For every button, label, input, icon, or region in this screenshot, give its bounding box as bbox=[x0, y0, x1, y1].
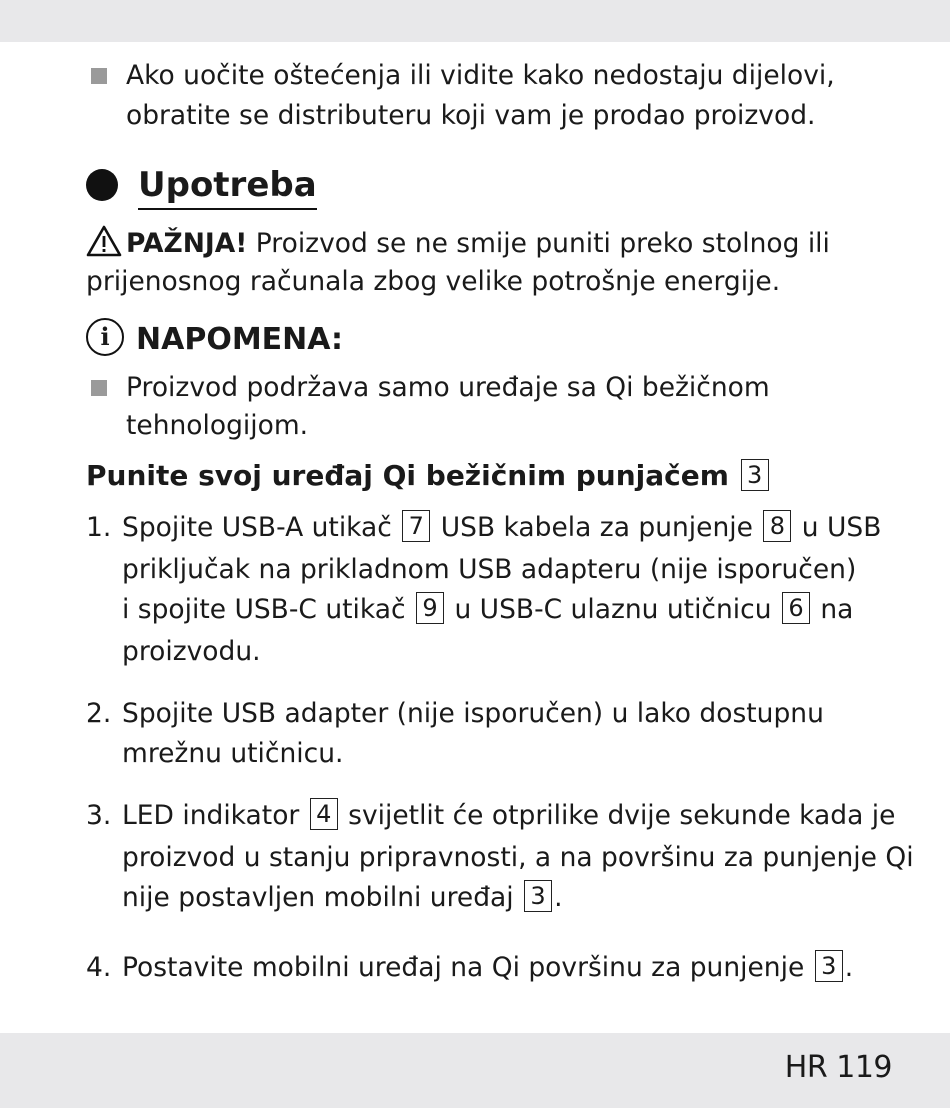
note-line-2: tehnologijom. bbox=[126, 410, 309, 441]
subheading-text: Punite svoj uređaj Qi bežičnim punjačem bbox=[86, 459, 729, 492]
reference-box: 3 bbox=[815, 950, 843, 982]
step-number: 2. bbox=[86, 698, 112, 729]
reference-box: 4 bbox=[310, 798, 338, 830]
step3-text: nije postavljen mobilni uređaj bbox=[122, 882, 523, 913]
step-number: 3. bbox=[86, 800, 112, 831]
step1-line-1 bbox=[122, 508, 881, 548]
reference-box: 6 bbox=[782, 592, 810, 624]
step1-line-4: proizvodu. bbox=[122, 636, 261, 667]
step4-text: . bbox=[844, 952, 854, 983]
section-bullet bbox=[86, 169, 118, 201]
step3-text: . bbox=[554, 882, 563, 913]
reference-box: 8 bbox=[763, 510, 791, 542]
subheading bbox=[86, 456, 771, 496]
step-number: 4. bbox=[86, 952, 112, 983]
section-title: Upotreba bbox=[138, 162, 317, 210]
step-number: 1. bbox=[86, 512, 112, 543]
note-line-1: Proizvod podržava samo uređaje sa Qi bežičnom bbox=[126, 372, 770, 403]
step2-line-1: Spojite USB adapter (nije isporučen) u lako dostupnu bbox=[122, 698, 824, 729]
bullet-square bbox=[91, 380, 107, 396]
intro-line-2: obratite se distributeru koji vam je prodao proizvod. bbox=[126, 100, 816, 131]
step1-text: USB kabela za punjenje bbox=[432, 512, 762, 543]
step1-text: i spojite USB-C utikač bbox=[122, 594, 415, 625]
bullet-square bbox=[91, 68, 107, 84]
warning-icon bbox=[86, 225, 122, 257]
warning-line-1 bbox=[126, 224, 830, 264]
warning-label: PAŽNJA! bbox=[126, 228, 248, 259]
warning-line-2: prijenosnog računala zbog velike potrošnje energije. bbox=[86, 266, 781, 297]
reference-box: 3 bbox=[741, 459, 769, 491]
step1-text: u USB-C ulaznu utičnicu bbox=[446, 594, 780, 625]
step1-text: Spojite USB-A utikač bbox=[122, 512, 401, 543]
info-icon: i bbox=[86, 318, 124, 356]
step1-text: na bbox=[811, 594, 854, 625]
step2-line-2: mrežnu utičnicu. bbox=[122, 738, 344, 769]
step4-line-1 bbox=[122, 948, 853, 988]
reference-box: 9 bbox=[416, 592, 444, 624]
step3-text: LED indikator bbox=[122, 800, 308, 831]
warning-text-1: Proizvod se ne smije puniti preko stolnog ili bbox=[247, 228, 830, 259]
step3-text: svijetlit će otprilike dvije sekunde kada je bbox=[339, 800, 896, 831]
intro-line-1: Ako uočite oštećenja ili vidite kako nedostaju dijelovi, bbox=[126, 60, 835, 91]
step3-line-2: proizvod u stanju pripravnosti, a na površinu za punjenje Qi bbox=[122, 842, 914, 873]
step3-line-1 bbox=[122, 796, 895, 836]
step4-text: Postavite mobilni uređaj na Qi površinu za punjenje bbox=[122, 952, 813, 983]
note-title: NAPOMENA: bbox=[136, 322, 344, 357]
reference-box: 7 bbox=[402, 510, 430, 542]
page-number: HR 119 bbox=[784, 1050, 892, 1085]
step1-text: u USB bbox=[793, 512, 882, 543]
step1-line-3 bbox=[122, 590, 853, 630]
step3-line-3 bbox=[122, 878, 563, 918]
reference-box: 3 bbox=[524, 880, 552, 912]
top-band bbox=[0, 0, 950, 42]
step1-line-2: priključak na prikladnom USB adapteru (nije isporučen) bbox=[122, 554, 857, 585]
